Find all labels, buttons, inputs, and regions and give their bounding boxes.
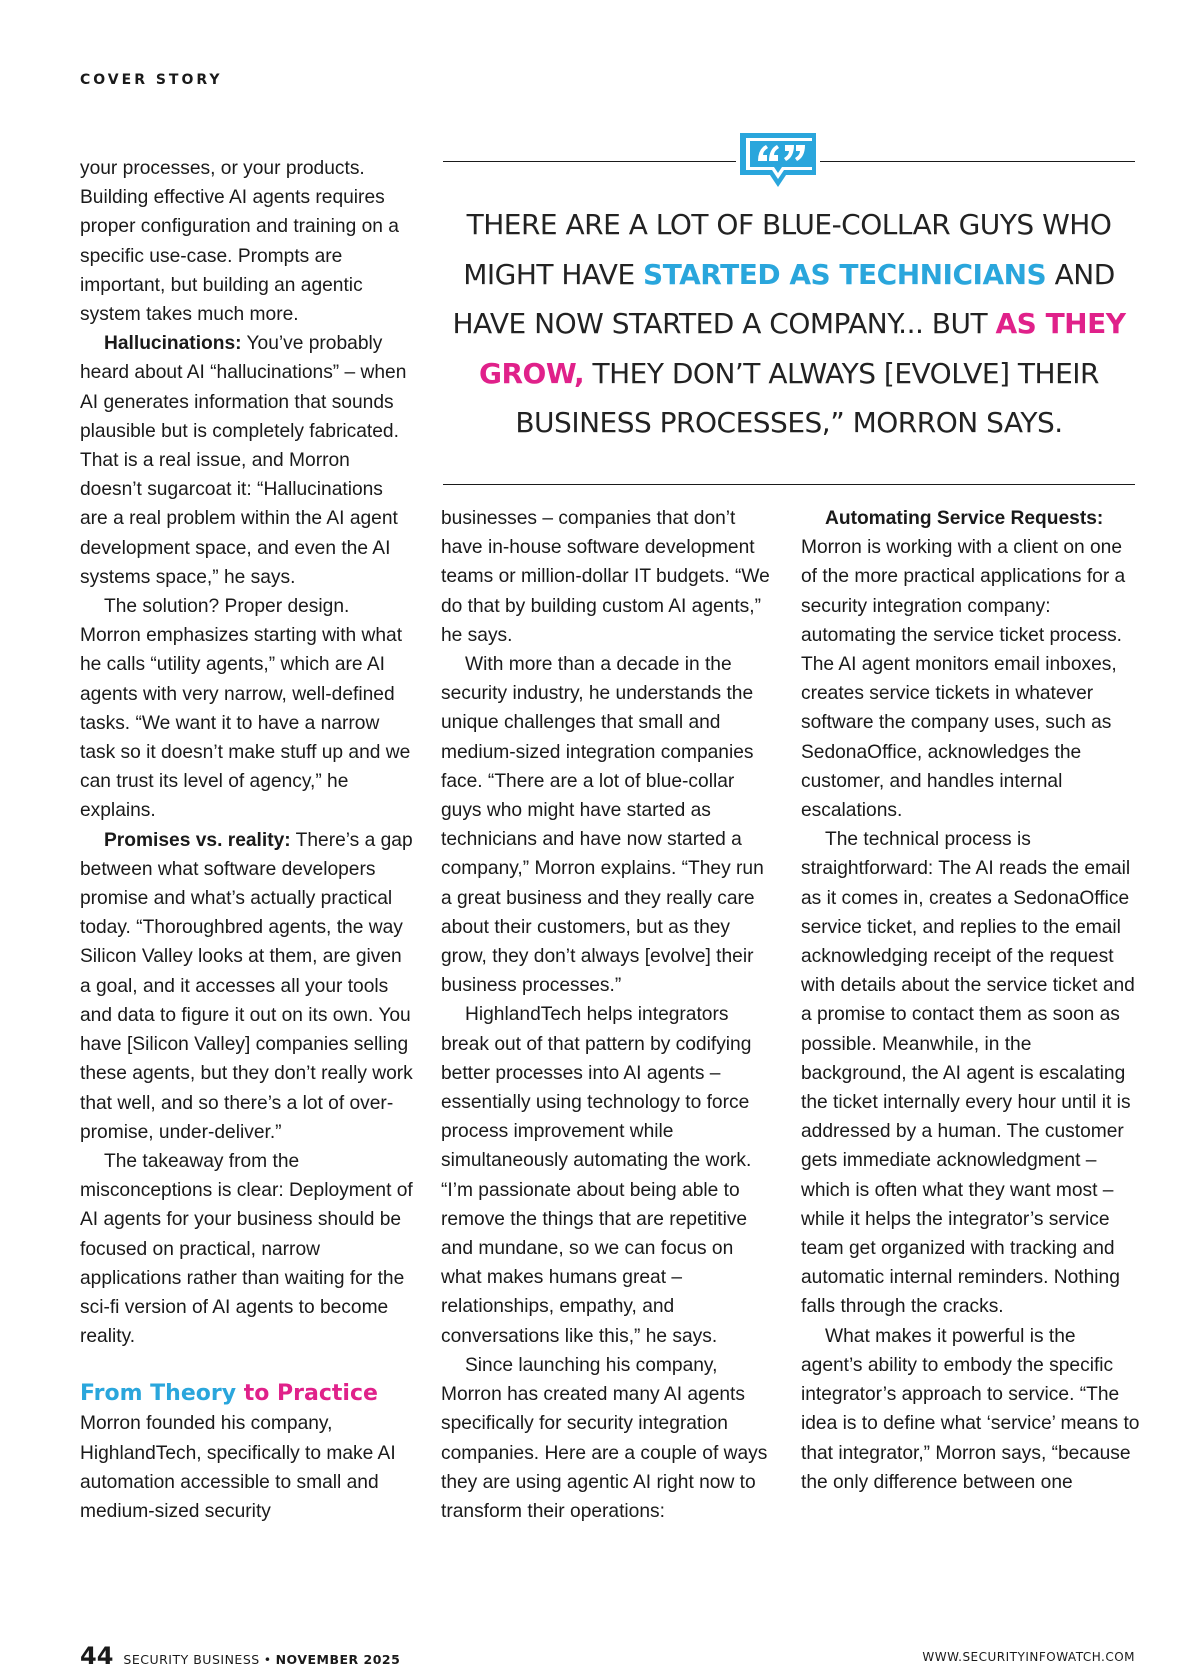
col2-paragraph-2: With more than a decade in the security industry, he understands the unique challenges that small and medium-sized integration companies face. “There are a lot of blue-collar guys who might have started as technicians and have now started a company,” Morron explains. “They run a great business and they really care about their customers, but as they grow, they don’t always [evolve] their business processes.” xyxy=(441,654,764,997)
pull-quote-part2: AND HAVE NOW STARTED A COMPANY... BUT xyxy=(452,257,1115,340)
col1-paragraph-4-text: There’s a gap between what software developers promise and what’s actually practical today. “Thoroughbred agents, the way Silicon Valley looks at them, are given a goal, and it accesses all your tools and data to figure it out on its own. You have [Silicon Valley] companies selling these agents, but they don’t really work that well, and so there’s a lot of over-promise, under-deliver.” xyxy=(80,829,413,1143)
subhead-part1: From Theory xyxy=(80,1381,244,1407)
col2-paragraph-1: businesses – companies that don’t have in-house software development teams or million-dollar IT budgets. “We do that by building custom AI agents,” he says. xyxy=(441,508,770,646)
pull-quote xyxy=(443,200,1135,448)
pull-quote-part3: THEY DON’T ALWAYS [EVOLVE] THEIR BUSINESS PROCESSES,” MORRON SAYS. xyxy=(515,356,1099,439)
article-column-1 xyxy=(80,154,415,1526)
col3-paragraph-1-text: Morron is working with a client on one of the more practical applications for a security integration company: automating the service ticket process. The AI agent monitors email inboxes, creates service tickets in whatever software the company uses, such as SedonaOffice, acknowledges the customer, and handles internal escalations. xyxy=(801,537,1126,822)
publication-line xyxy=(123,1652,400,1667)
col3-paragraph-2: The technical process is straightforward: The AI reads the email as it comes in, creates a SedonaOffice service ticket, and replies to the email acknowledging receipt of the request with details about the service ticket and a promise to contact them as soon as possible. Meanwhile, in the background, the AI agent is escalating the ticket internally every hour until it is addressed by a human. The customer gets immediate acknowledgment – which is often what they want most – while it helps the integrator’s service team get organized with tracking and automatic internal reminders. Nothing falls through the cracks. xyxy=(801,829,1135,1318)
publication-name: SECURITY BUSINESS xyxy=(123,1652,260,1667)
pull-quote-part1: THERE ARE A LOT OF BLUE-COLLAR GUYS WHO MIGHT HAVE xyxy=(463,208,1112,291)
col2-paragraph-3: HighlandTech helps integrators break out of that pattern by codifying better processes into AI agents – essentially using technology to force process improvement while simultaneously automating the work. “I’m passionate about being able to remove the things that are repetitive and mundane, so we can focus on what makes humans great – relationships, empathy, and conversations like this,” he says. xyxy=(441,1004,752,1347)
col3-paragraph-1 xyxy=(801,504,1141,825)
page-number: 44 xyxy=(80,1642,114,1670)
col2-paragraph-4: Since launching his company, Morron has created many AI agents specifically for security integration companies. Here are a couple of ways they are using agentic AI right now to transform their operations: xyxy=(441,1354,768,1522)
pull-quote-highlight-blue: STARTED AS TECHNICIANS xyxy=(643,257,1047,291)
col1-paragraph-4 xyxy=(80,826,415,1147)
subhead xyxy=(80,1379,415,1409)
subhead-part2: to Practice xyxy=(243,1381,378,1407)
footer-left xyxy=(80,1642,400,1670)
article-column-2 xyxy=(441,504,776,1526)
col1-paragraph-6: Morron founded his company, HighlandTech, specifically to make AI automation accessible to small and medium-sized security xyxy=(80,1413,396,1522)
website-url: WWW.SECURITYINFOWATCH.COM xyxy=(922,1650,1135,1664)
col3-paragraph-3: What makes it powerful is the agent’s ability to embody the specific integrator’s approach to service. “The idea is to define what ‘service’ means to that integrator,” Morron says, “because the only difference between one xyxy=(801,1325,1140,1493)
quote-marks-icon xyxy=(736,131,820,189)
automating-lead: Automating Service Requests: xyxy=(825,508,1104,529)
col1-paragraph-2-text: You’ve probably heard about AI “hallucinations” – when AI generates information that sounds plausible but is completely fabricated. That is a real issue, and Morron doesn’t sugarcoat it: “Hallucinations are a real problem within the AI agent development space, and even the AI systems space,” he says. xyxy=(80,333,407,588)
section-label: COVER STORY xyxy=(80,72,223,88)
promises-lead: Promises vs. reality: xyxy=(104,829,291,851)
hallucinations-lead: Hallucinations: xyxy=(104,333,242,355)
col1-paragraph-3: The solution? Proper design. Morron emphasizes starting with what he calls “utility agents,” which are AI agents with very narrow, well-defined tasks. “We want it to have a narrow task so it doesn’t make stuff up and we can trust its level of agency,” he explains. xyxy=(80,596,411,822)
article-column-3 xyxy=(801,504,1141,1497)
issue-date: NOVEMBER 2025 xyxy=(275,1652,401,1667)
pull-quote-highlight-pink: AS THEY GROW, xyxy=(479,307,1126,390)
footer-separator: • xyxy=(263,1652,272,1667)
col1-paragraph-1: your processes, or your products. Building effective AI agents requires proper configuration and training on a specific use-case. Prompts are important, but building an agentic system takes much more. xyxy=(80,158,399,326)
pull-quote-bottom-rule xyxy=(443,484,1135,485)
col1-paragraph-5: The takeaway from the misconceptions is clear: Deployment of AI agents for your business should be focused on practical, narrow applications rather than waiting for the sci-fi version of AI agents to become reality. xyxy=(80,1150,413,1348)
col1-paragraph-2 xyxy=(80,329,415,592)
